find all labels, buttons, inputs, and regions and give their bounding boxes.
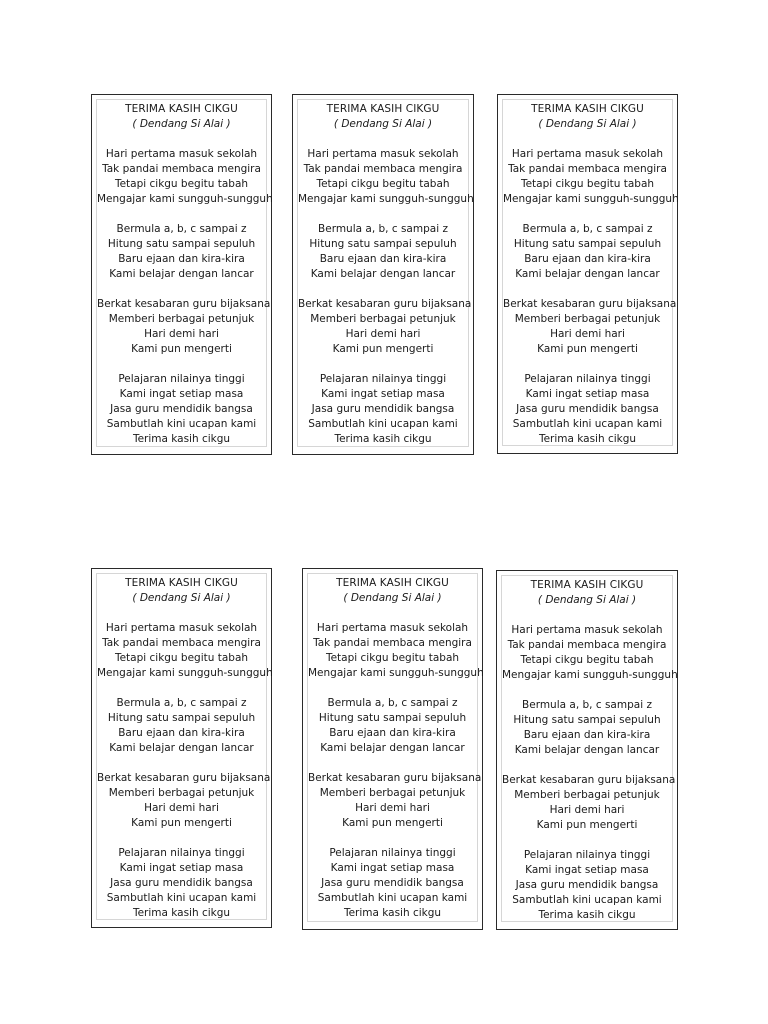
lyric-line: Tak pandai membaca mengira [102, 637, 261, 649]
lyric-card-frame [96, 99, 273, 447]
lyric-line: Tetapi cikgu begitu tabah [316, 178, 450, 190]
lyric-line: Berkat kesabaran guru bijaksana [97, 298, 271, 310]
stanza [97, 846, 266, 921]
lyric-line: Hitung satu sampai sepuluh [309, 238, 457, 250]
lyric-line: Bermula a, b, c sampai z [116, 697, 247, 709]
stanza [97, 621, 273, 681]
lyric-line: Terima kasih cikgu [343, 907, 442, 919]
lyric-line: Kami pun mengerti [131, 343, 232, 355]
lyric-line: Jasa guru mendidik bangsa [110, 403, 253, 415]
lyric-line: Hari demi hari [550, 328, 625, 340]
lyric-line: Hitung satu sampai sepuluh [318, 712, 467, 724]
lyric-card-frame [501, 575, 678, 922]
lyric-line: Pelajaran nilainya tinggi [329, 847, 456, 859]
lyric-line: Bermula a, b, c sampai z [522, 223, 653, 235]
lyric-line: Terima kasih cikgu [538, 433, 637, 445]
lyric-line: Hari demi hari [549, 804, 625, 816]
lyric-line: Pelajaran nilainya tinggi [524, 373, 651, 385]
lyric-line: Mengajar kami sungguh-sungguh [503, 193, 679, 205]
stanza [298, 372, 468, 447]
stanza [308, 696, 477, 756]
lyric-line: Tak pandai membaca mengira [303, 163, 463, 175]
lyric-line: Berkat kesabaran guru bijaksana [502, 774, 676, 786]
lyric-line: Memberi berbagai petunjuk [514, 789, 660, 801]
lyric-line: Kami pun mengerti [131, 817, 232, 829]
lyric-line: Hari pertama masuk sekolah [307, 148, 459, 160]
lyric-card [302, 568, 483, 930]
lyric-line: Tetapi cikgu begitu tabah [325, 652, 460, 664]
lyric-card-frame [96, 573, 273, 920]
song-subtitle: ( Dendang Si Alai ) [343, 592, 442, 604]
song-subtitle: ( Dendang Si Alai ) [333, 118, 433, 130]
lyric-line: Mengajar kami sungguh-sungguh [298, 193, 474, 205]
lyric-line: Bermula a, b, c sampai z [116, 223, 247, 235]
lyric-line: Kami pun mengerti [536, 819, 638, 831]
lyric-line: Tak pandai membaca mengira [507, 639, 667, 651]
lyric-line: Hari pertama masuk sekolah [105, 622, 258, 634]
lyric-line: Kami belajar dengan lancar [109, 268, 254, 280]
lyric-line: Kami ingat setiap masa [321, 388, 445, 400]
lyric-line: Baru ejaan dan kira-kira [524, 253, 651, 265]
lyric-line: Memberi berbagai petunjuk [319, 787, 466, 799]
lyric-line: Jasa guru mendidik bangsa [516, 403, 659, 415]
stanza [308, 621, 484, 681]
lyric-line: Memberi berbagai petunjuk [108, 787, 255, 799]
lyric-line: Tetapi cikgu begitu tabah [114, 178, 249, 190]
lyric-line: Tak pandai membaca mengira [102, 163, 261, 175]
lyric-line: Baru ejaan dan kira-kira [118, 727, 245, 739]
lyric-line: Pelajaran nilainya tinggi [118, 373, 245, 385]
stanza [97, 222, 266, 282]
lyric-line: Hari pertama masuk sekolah [105, 148, 258, 160]
lyric-card [496, 570, 678, 930]
stanza [97, 147, 273, 207]
stanza [503, 297, 677, 357]
lyric-line: Kami belajar dengan lancar [320, 742, 465, 754]
lyric-line: Mengajar kami sungguh-sungguh [97, 667, 273, 679]
lyric-line: Sambutlah kini ucapan kami [512, 894, 662, 906]
song-title: TERIMA KASIH CIKGU [125, 103, 238, 115]
lyric-line: Jasa guru mendidik bangsa [110, 877, 253, 889]
lyric-line: Mengajar kami sungguh-sungguh [97, 193, 273, 205]
lyric-line: Pelajaran nilainya tinggi [319, 373, 447, 385]
song-title: TERIMA KASIH CIKGU [531, 103, 644, 115]
lyric-line: Kami belajar dengan lancar [310, 268, 456, 280]
lyric-line: Bermula a, b, c sampai z [327, 697, 458, 709]
lyric-line: Terima kasih cikgu [334, 433, 432, 445]
lyric-line: Kami pun mengerti [332, 343, 434, 355]
lyric-line: Sambutlah kini ucapan kami [308, 418, 458, 430]
song-subtitle: ( Dendang Si Alai ) [132, 118, 231, 130]
lyric-card [497, 94, 678, 454]
lyric-line: Terima kasih cikgu [132, 907, 231, 919]
lyric-line: Memberi berbagai petunjuk [310, 313, 456, 325]
lyric-line: Terima kasih cikgu [538, 909, 636, 921]
lyric-line: Tak pandai membaca mengira [313, 637, 472, 649]
lyric-line: Hari pertama masuk sekolah [511, 148, 664, 160]
lyric-line: Hari pertama masuk sekolah [511, 624, 663, 636]
lyric-line: Sambutlah kini ucapan kami [317, 892, 468, 904]
lyric-line: Hari demi hari [355, 802, 430, 814]
lyric-card [91, 568, 272, 928]
lyric-line: Tetapi cikgu begitu tabah [520, 654, 654, 666]
lyric-line: Jasa guru mendidik bangsa [515, 879, 659, 891]
lyric-line: Berkat kesabaran guru bijaksana [298, 298, 472, 310]
lyric-line: Hari demi hari [345, 328, 421, 340]
song-subtitle: ( Dendang Si Alai ) [538, 118, 637, 130]
lyric-line: Kami ingat setiap masa [525, 388, 650, 400]
stanza [503, 372, 672, 447]
song-title: TERIMA KASIH CIKGU [326, 103, 440, 115]
lyric-line: Hitung satu sampai sepuluh [107, 712, 256, 724]
stanza [298, 297, 472, 357]
lyric-card [91, 94, 272, 455]
lyric-line: Memberi berbagai petunjuk [108, 313, 255, 325]
stanza [97, 771, 271, 831]
lyric-line: Bermula a, b, c sampai z [318, 223, 448, 235]
lyric-line: Baru ejaan dan kira-kira [118, 253, 245, 265]
song-title: TERIMA KASIH CIKGU [125, 577, 238, 589]
stanza [308, 771, 482, 831]
song-subtitle: ( Dendang Si Alai ) [132, 592, 231, 604]
stanza [97, 696, 266, 756]
stanza [503, 147, 679, 207]
lyric-line: Jasa guru mendidik bangsa [321, 877, 464, 889]
song-title: TERIMA KASIH CIKGU [530, 579, 644, 591]
lyric-line: Baru ejaan dan kira-kira [329, 727, 456, 739]
stanza [298, 222, 468, 282]
stanza [503, 222, 672, 282]
lyric-line: Hitung satu sampai sepuluh [107, 238, 256, 250]
stanza [502, 698, 672, 758]
lyric-line: Tak pandai membaca mengira [508, 163, 667, 175]
lyric-card-frame [502, 99, 679, 446]
lyric-line: Pelajaran nilainya tinggi [523, 849, 651, 861]
lyric-line: Hari pertama masuk sekolah [316, 622, 469, 634]
lyric-line: Kami pun mengerti [537, 343, 638, 355]
lyric-line: Memberi berbagai petunjuk [514, 313, 661, 325]
lyric-line: Kami belajar dengan lancar [515, 268, 660, 280]
lyric-line: Sambutlah kini ucapan kami [512, 418, 663, 430]
stanza [308, 846, 477, 921]
lyric-line: Baru ejaan dan kira-kira [319, 253, 447, 265]
lyric-line: Mengajar kami sungguh-sungguh [308, 667, 484, 679]
song-subtitle: ( Dendang Si Alai ) [537, 594, 637, 606]
lyric-line: Hitung satu sampai sepuluh [513, 714, 661, 726]
lyric-line: Kami ingat setiap masa [330, 862, 455, 874]
lyric-line: Kami belajar dengan lancar [109, 742, 254, 754]
stanza [502, 623, 678, 683]
stanza [97, 297, 271, 357]
lyric-line: Terima kasih cikgu [132, 433, 231, 445]
lyric-line: Tetapi cikgu begitu tabah [114, 652, 249, 664]
lyric-line: Pelajaran nilainya tinggi [118, 847, 245, 859]
lyric-line: Baru ejaan dan kira-kira [523, 729, 651, 741]
lyric-line: Bermula a, b, c sampai z [522, 699, 652, 711]
lyric-line: Kami pun mengerti [342, 817, 443, 829]
lyric-line: Tetapi cikgu begitu tabah [520, 178, 655, 190]
lyric-line: Jasa guru mendidik bangsa [311, 403, 455, 415]
lyric-line: Kami belajar dengan lancar [514, 744, 660, 756]
lyric-line: Sambutlah kini ucapan kami [106, 418, 257, 430]
lyric-line: Berkat kesabaran guru bijaksana [308, 772, 482, 784]
lyric-line: Hari demi hari [144, 802, 219, 814]
lyric-line: Hitung satu sampai sepuluh [513, 238, 662, 250]
lyric-card-frame [307, 573, 484, 922]
lyric-line: Mengajar kami sungguh-sungguh [502, 669, 678, 681]
lyric-line: Sambutlah kini ucapan kami [106, 892, 257, 904]
lyric-card-frame [297, 99, 474, 447]
lyric-line: Kami ingat setiap masa [119, 862, 244, 874]
lyric-line: Kami ingat setiap masa [119, 388, 244, 400]
lyric-line: Berkat kesabaran guru bijaksana [503, 298, 677, 310]
stanza [502, 848, 672, 923]
lyric-line: Hari demi hari [144, 328, 219, 340]
stanza [502, 773, 676, 833]
lyric-card [292, 94, 474, 455]
stanza [97, 372, 266, 447]
lyric-line: Kami ingat setiap masa [525, 864, 649, 876]
lyric-line: Berkat kesabaran guru bijaksana [97, 772, 271, 784]
stanza [298, 147, 474, 207]
song-title: TERIMA KASIH CIKGU [336, 577, 449, 589]
